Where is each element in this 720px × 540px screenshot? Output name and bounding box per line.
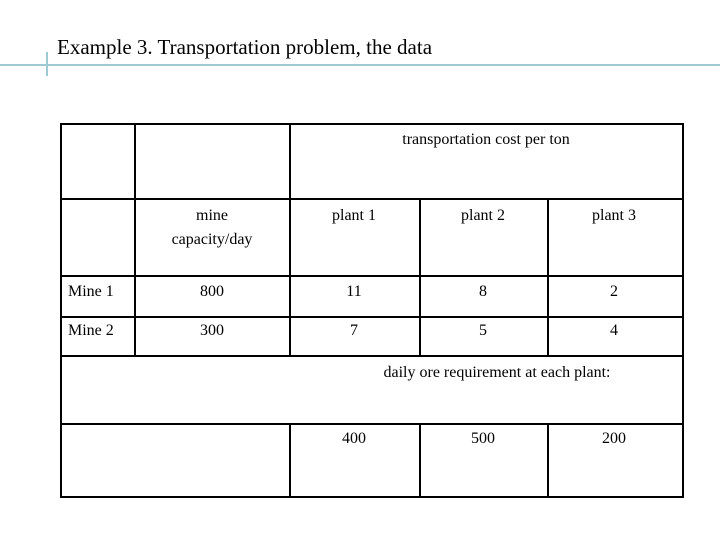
col-divider-2 <box>289 125 291 356</box>
col-divider-4-lower <box>547 423 549 496</box>
mine1-cost-plant3: 2 <box>610 283 618 300</box>
capacity-header-line2: capacity/day <box>171 231 253 248</box>
cost-per-ton-header: transportation cost per ton <box>402 131 570 148</box>
col-divider-4 <box>547 198 549 356</box>
row-divider-mine1 <box>62 316 682 318</box>
mine1-cost-plant1: 11 <box>346 283 362 300</box>
plant2-requirement: 500 <box>471 430 495 447</box>
mine2-cost-plant2: 5 <box>479 322 487 339</box>
capacity-header-line1: mine <box>196 207 228 224</box>
mine2-capacity: 300 <box>200 322 224 339</box>
row-divider-subheader <box>62 275 682 277</box>
mine1-label: Mine 1 <box>68 283 114 300</box>
row-divider-requirement <box>62 423 682 425</box>
mine2-cost-plant1: 7 <box>350 322 358 339</box>
col-divider-3 <box>419 198 421 356</box>
plant2-header: plant 2 <box>461 207 505 224</box>
row-divider-mine2 <box>62 355 682 357</box>
col-divider-3-lower <box>419 423 421 496</box>
plant3-requirement: 200 <box>602 430 626 447</box>
row-divider-header <box>62 198 682 200</box>
transportation-data-table <box>60 123 684 498</box>
slide-title: Example 3. Transportation problem, the data <box>57 35 433 59</box>
plant1-requirement: 400 <box>342 430 366 447</box>
mine1-capacity: 800 <box>200 283 224 300</box>
mine2-cost-plant3: 4 <box>610 322 618 339</box>
plant3-header: plant 3 <box>592 207 636 224</box>
requirement-label: daily ore requirement at each plant: <box>383 364 611 381</box>
mine1-cost-plant2: 8 <box>479 283 487 300</box>
plant1-header: plant 1 <box>332 207 376 224</box>
title-accent-tick <box>46 52 48 76</box>
col-divider-2-lower <box>289 423 291 496</box>
title-rule <box>0 64 720 66</box>
mine2-label: Mine 2 <box>68 322 114 339</box>
col-divider-1 <box>134 125 136 356</box>
